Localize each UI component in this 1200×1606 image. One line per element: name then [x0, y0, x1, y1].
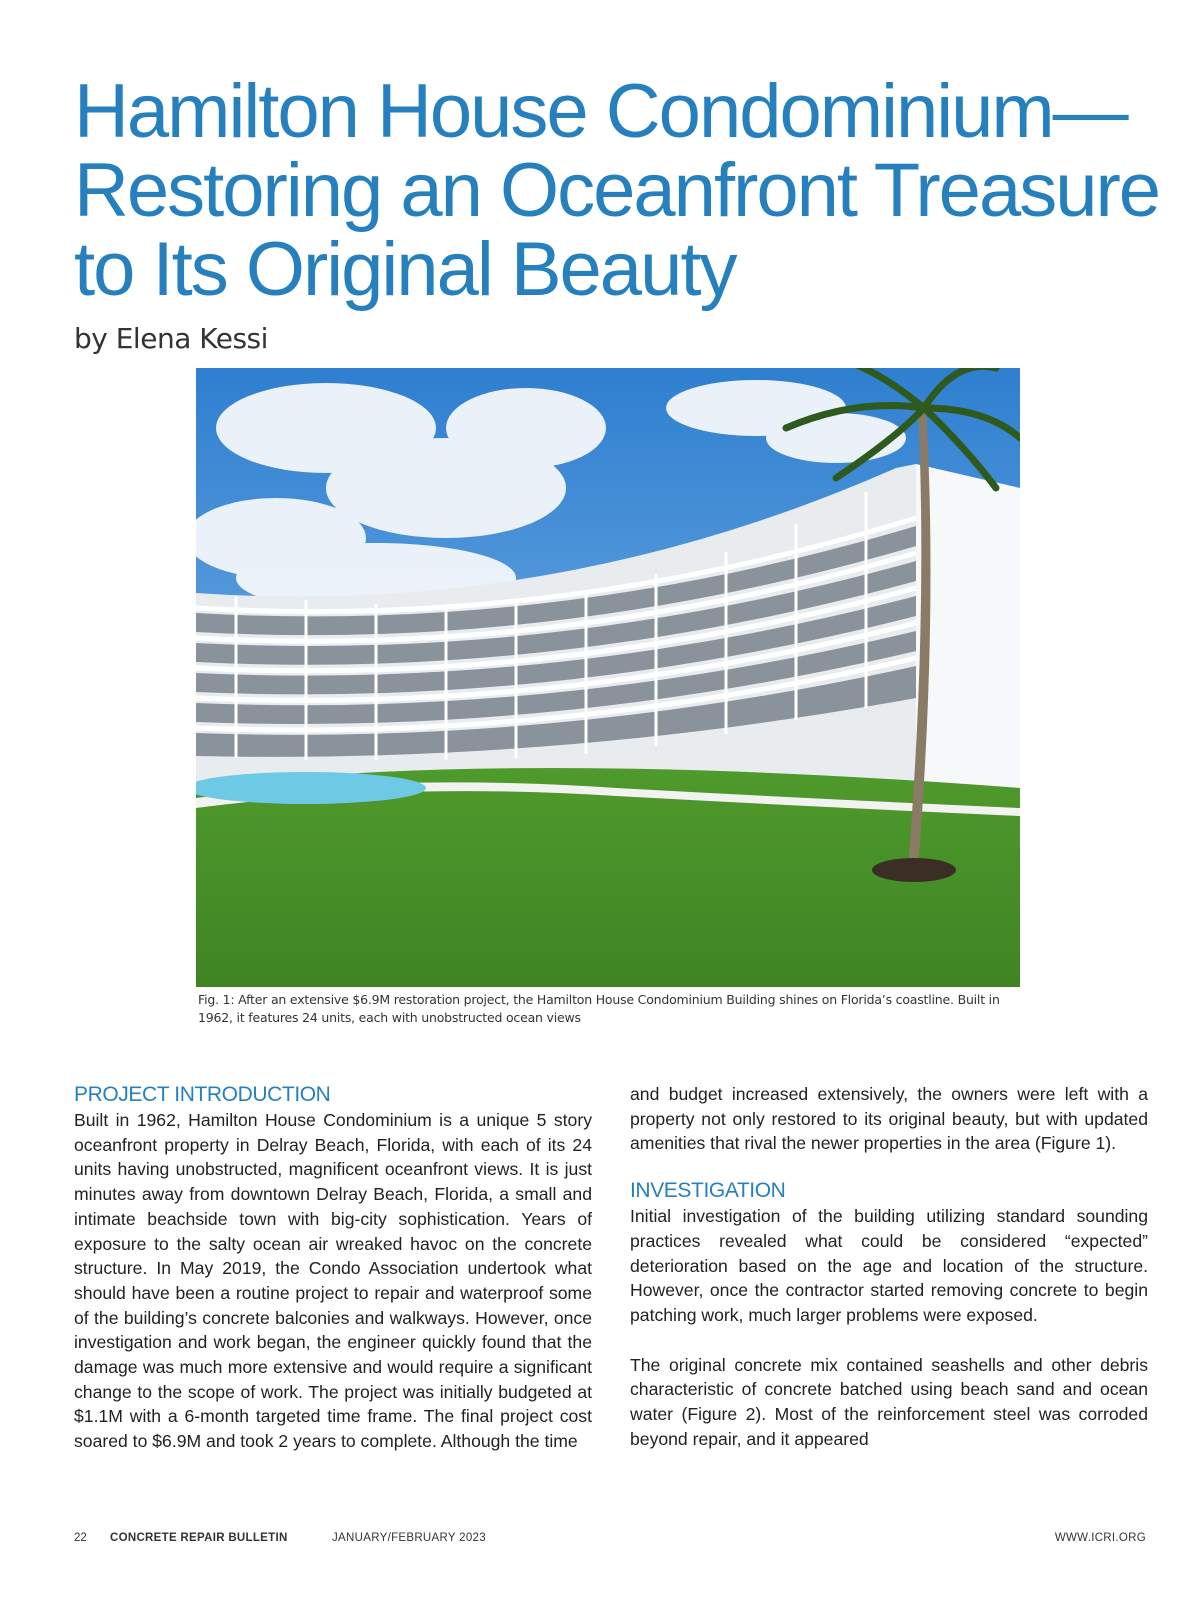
title-line-1: Hamilton House Condominium— — [74, 69, 1127, 154]
caption-line-2: 1962, it features 24 units, each with unobstructed ocean views — [198, 1010, 581, 1025]
publication-name: CONCRETE REPAIR BULLETIN — [110, 1532, 288, 1544]
intro-paragraph: Built in 1962, Hamilton House Condominium is a unique 5 story oceanfront property in Delray Beach, Florida, with each of its 24 units having unobstructed, magnificent oceanfront views. It is just minutes away from downtown Delray Beach, Florida, a small and intimate beachside town with big-city sophistication. Years of exposure to the salty ocean air wreaked havoc on the concrete structure. In May 2019, the Condo Association undertook what should have been a routine project to repair and waterproof some of the building’s concrete balconies and walkways. However, once investigation and work began, the engineer quickly found that the damage was much more extensive and would require a significant change to the scope of work. The project was initially budgeted at $1.1M with a 6-month targeted time frame. The final project cost soared to $6.9M and took 2 years to complete. Although the time — [74, 1110, 592, 1452]
heading-investigation: INVESTIGATION — [630, 1179, 786, 1203]
heading-project-introduction: PROJECT INTRODUCTION — [74, 1083, 331, 1106]
figure-1-photo — [196, 368, 1020, 987]
title-line-3: to Its Original Beauty — [74, 227, 736, 312]
intro-continued-paragraph: and budget increased extensively, the owners were left with a property not only restored to its original beauty, but with updated amenities that rival the newer properties in the area (Figure 1). — [630, 1084, 1148, 1154]
paragraph-spacer — [630, 1328, 1148, 1353]
website-url: WWW.ICRI.ORG — [1054, 1532, 1146, 1544]
investigation-paragraph-2: The original concrete mix contained seashells and other debris characteristic of concrete batched using beach sand and ocean water (Figure 2). Most of the reinforcement steel was corroded beyond repair, and it appeared — [630, 1354, 1148, 1449]
article-title — [74, 69, 1160, 312]
page-number: 22 — [74, 1532, 87, 1544]
figure-caption — [198, 991, 1020, 1027]
investigation-paragraph-1: Initial investigation of the building utilizing standard sounding practices revealed what could be considered “expected” deterioration based on the age and location of the structure. However, once the contractor started removing concrete to begin patching work, much larger problems were exposed. — [630, 1206, 1148, 1325]
title-line-2: Restoring an Oceanfront Treasure — [74, 148, 1160, 233]
issue-date: JANUARY/FEBRUARY 2023 — [332, 1532, 486, 1544]
right-column — [630, 1082, 1148, 1451]
byline: by Elena Kessi — [74, 322, 268, 355]
page-footer — [74, 1532, 1146, 1548]
caption-line-1: Fig. 1: After an extensive $6.9M restoration project, the Hamilton House Condominium Building shines on Florida’s coastline. Built in — [198, 992, 1000, 1007]
section-spacer — [630, 1156, 1148, 1178]
left-column — [74, 1082, 592, 1454]
